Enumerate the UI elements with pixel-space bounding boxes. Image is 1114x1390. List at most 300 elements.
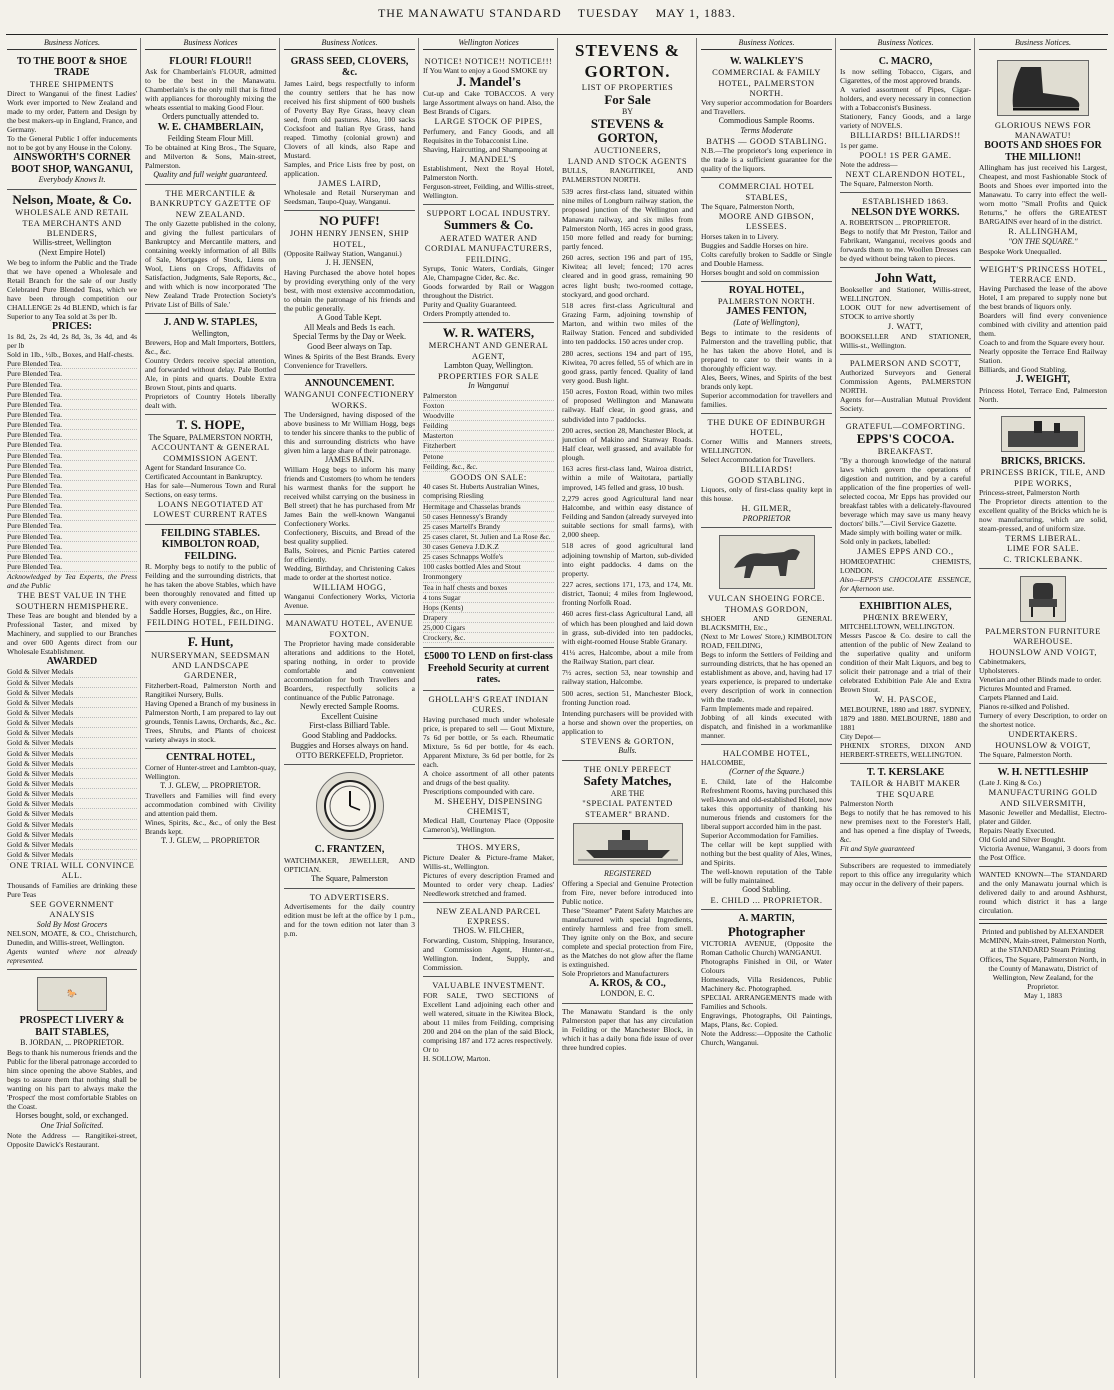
props-list [423,391,554,472]
ad-title: J. Mandel's [456,74,521,90]
ad-body: Having Opened a Branch of my business in Palmerston North, I am prepared to lay out grounds, Tennis Lawns, Orchards, &c., &c. Trees, Shrubs, and Plants of choicest variety always in stock. [145,698,276,744]
property-item: 200 acres, section 28, Manchester Block, at junction of Makino and Stanway Roads. Half clear, well grassed, and available for plough. [562,425,693,463]
ad-offering: Offering a Special and Genuine Protection from Fire, never before introduced into Public notice. [562,878,693,906]
ad-liquors: Liquors, only of first-class quality kept in this house. [701,485,832,504]
tea-list-item: Pure Blended Tea. [7,471,137,481]
ad-wines: Wines & Spirits of the Best Brands. Every Convenience for Travellers. [284,351,415,370]
armchair-icon [1023,579,1063,619]
tea-list-item: Pure Blended Tea. [7,532,137,542]
ad-title: TO THE BOOT & SHOE TRADE [16,55,128,79]
goods-item: Tea in half chests and boxes [423,583,554,593]
ad-implements: Farm Implements made and repaired. [701,704,814,713]
ad-breakfast: BREAKFAST. [877,445,934,456]
ad-flour [145,53,276,185]
tea-list-item: Pure Blended Tea. [7,451,137,461]
ad-homesteads: Homesteads, Villa Residences, Public Machinery &c. Photographed. [701,975,832,994]
tea-list-item: Pure Blended Tea. [7,542,137,552]
ad-firm-2: STEVENS & GORTON, [580,735,675,746]
ad-subtitle: COMMERCIAL & FAMILY HOTEL, PALMERSTON NORTH. [712,67,821,98]
ad-title: VULCAN SHOEING FORCE. [708,593,825,604]
property-item: 227 acres, sections 171, 173, and 174, Mt. district, Taonui; 4 miles from Inglewood, fronting Norfolk Road. [562,579,693,608]
ad-firm-sub: AUCTIONEERS, [593,145,662,156]
medal-list-item: Gold & Silver Medals [7,759,137,769]
ad-body: Ask for Chamberlain's FLOUR, admitted to be the best in the Manawatu. Chamberlain's is the only mill that is fitted with appliances for thoroughly mixing the wheats essential to making Good Flour. [145,67,276,113]
goods-item: 25 cases Schnapps Wolfe's [423,552,554,562]
brick-kiln-icon [1001,416,1085,452]
ad-safety-matches [562,761,693,1004]
tea-list-item: Pure Blended Tea. [7,359,137,369]
ad-square: "ON THE SQUARE." [1008,236,1078,246]
ad-body: Travellers and Families will find every accommodation combined with Civility and attention paid them. [145,791,276,819]
ad-title: VALUABLE INVESTMENT. [432,980,545,991]
ad-address: Medical Hall, Courtenay Place (Opposite Cameron's), Wellington. [423,816,554,835]
ad-perfumery: Perfumery, and Fancy Goods, and all Requisites in the Tobacconist Line. [423,126,554,145]
goods-item: Ironmongery [423,572,554,582]
ad-body: The only Gazette published in the colony, and giving the fullest particulars of Bankruptcy and Mercantile matters, and containing weekly information of all Bills of Sale, Mortgages of Stock, Liens on Wool, Liens on Crops, Affidavits of Satisfaction, Judgments, Sale Reports, &c., and with which is now incorporated 'The New Zealand Trade Protection Society's Private List of Bills of Sale.' [145,219,276,310]
ad-address: The Square, Palmerston North, [701,201,795,211]
medal-list-item: Gold & Silver Medals [7,789,137,799]
ad-name: W. H. PASCOE, [874,694,937,705]
ad-address-2: Ferguson-street, Feilding, and Willis-street, Wellington. [423,182,554,201]
ad-body: James Laird, begs respectfully to inform the country settlers that he has now received his first shipment of 600 bushels of Poverty Bay Rye Grass, heavy clean seed, from old pastures. Also, 100 sacks Cocksfoot and Italian Rye Grass, hand reaped. Timothy (colonial grown) and Clovers of all kinds, also Rape and Mustard. [284,78,415,160]
ad-body: E. Child, late of the Halcombe Refreshment Rooms, having purchased this well-known and old-established Hotel, now takes this opportunity of thanking his numerous friends and customers for the liberal support accorded him in the past. [701,777,833,832]
prices-2: Sold in 1lb., ½lb., Boxes, and Half-chests. [7,350,134,360]
nm-footer: NELSON, MOATE, & CO., Christchurch, Dunedin, and Willis-street, Wellington. [7,929,137,948]
ad-trial: One Trial Solicited. [40,1120,104,1130]
ad-address: (Next to Mr Lowes' Store,) KIMBOLTON ROAD, FEILDING, [701,632,832,650]
ad-samples: Samples, and Price Lists free by post, on application. [284,159,415,178]
analysis: SEE GOVERNMENT ANALYSIS [30,898,114,920]
ad-or-to: Or to [423,1044,439,1054]
ad-address: Willis-street, Wellington [32,238,112,248]
ad-proprietor: T. J. GLEW, ... PROPRIETOR. [160,781,261,791]
ad-notice: NOTICE! NOTICE!! NOTICE!!! [424,55,553,66]
ad-buggies: Buggies and Horses always on hand. [290,740,409,750]
tea-list-item: Pure Blended Tea. [7,511,137,521]
ad-subtitle: Bookseller and Stationer, Willis-street, WELLINGTON. [840,285,971,304]
ad-only: THE ONLY PERFECT [583,763,672,774]
property-item: 539 acres first-class land, situated within nine miles of Longburn railway station, the proposed junction of the Wellington and Manawatu railway, and six miles from Palmerston North, 165 acres in good grass, 150 more felled and ready for burning; partly fenced. [562,187,693,252]
ad-body: Allingham has just received his Largest, Cheapest, and most Fashionable Stock of Boots and Shoes ever imported into the Manawatu. To carry into effect the well-worn motto "Small Profits and Quick Returns," he offers the GREATEST BARGAINS ever heard of in the district. [979,163,1107,227]
property-item: 7½ acres, section 53, near township and railway station, Halcombe. [562,668,693,687]
ad-body: Direct to Wanganui of the finest Ladies' Work ever imported to New Zealand and made to my order, Pattern and Design by the best makers-up in England, France, and Germany. [7,89,137,135]
ad-address: Corner of Hunter-street and Lambton-quay, Wellington. [145,763,276,782]
medal-list-item: Gold & Silver Medals [7,809,137,819]
column-header: Business Notices. [284,38,415,50]
ad-well: The well-known reputation of the Table will be fully maintained. [701,867,832,886]
ad-title: ANNOUNCEMENT. [304,377,395,389]
awarded: AWARDED [46,655,98,667]
ad-proprietor: E. CHILD ... PROPRIETOR. [710,894,823,905]
medal-list-item: Gold & Silver Medals [7,749,137,759]
ad-boot-trade [7,53,137,190]
ad-firm: STEVENS & GORTON, [590,115,665,146]
ad-body: The Manawatu Standard is the only Palmerston paper that has any circulation in Feilding or the Manchester Block, in which it has a daily bona fide issue of over three hundred copies. [562,1007,693,1053]
ad-subtitle: WANGANUI CONFECTIONERY WORKS. [284,389,415,410]
ad-select: Select Accommodation for Travellers. [701,455,816,465]
property-item: 460 acres first-class Agricultural Land, all of which has been ploughed and laid down in grass, sub-divided into ten paddocks, with eight-roomed House Stable Granary. [562,609,693,646]
kiln-icon [1004,419,1082,449]
ad-name: J. WATT, [887,321,924,332]
tea-list-item: Pure Blended Tea. [7,420,137,430]
ad-are: ARE THE [610,788,645,798]
ad-nb: N.B.—The proprietor's long experience in the trade is a sufficient guarantee for the quality of the liquors. [701,146,832,174]
ad-stabling: Good Stabling. [742,885,791,895]
ad-mill: Feilding Steam Flour Mill. [167,133,254,143]
ad-body: Very superior accommodation for Boarders and Travellers. [701,98,832,117]
ad-title: NO PUFF! [319,213,380,229]
tea-list-item: Pure Blended Tea. [7,491,137,501]
ad-photos: Photographs Finished in Oil, or Water Colours [701,957,832,976]
ad-body: The Proprietor directs attention to the excellent quality of the Bricks which he is now manufacturing, which are solid, steam-pressed, and of uniform size. [979,497,1107,534]
ad-commission: Horses bought and sold on commission [701,267,820,277]
medal-list-item: Gold & Silver Medals [7,698,137,708]
ad-nelson-dye [840,193,971,268]
ad-title: NELSON DYE WORKS. [851,206,960,218]
ad-waters [423,323,554,649]
ad-loans: LOANS NEGOTIATED AT LOWEST CURRENT RATES [153,499,268,520]
ad-ship-hotel [284,211,415,375]
ad-title: John Watt, [874,270,937,286]
ack: Acknowledged by Tea Experts, the Press and the Public [7,572,137,591]
best-body: These Teas are bought and blended by a Professional Taster, and mixed by Machinery, and supplied to our Branches and over 600 Agents direct from our Wholesale Establishment. [7,610,137,656]
ad-engravings: Engravings, Photographs, Oil Paintings, Maps, Plans, &c. Copied. [701,1011,832,1030]
steamer-icon [578,826,678,862]
ad-pictures: Pictures Mounted and Framed. [979,684,1072,694]
ad-parcel-express [423,903,554,977]
ad-billiards: BILLIARDS! [740,464,793,475]
tea-list-item: Pure Blended Tea. [7,400,137,410]
watch-face-icon [322,778,378,834]
ad-name: R. ALLINGHAM, [1008,226,1078,237]
ad-sample: Newly erected Sample Rooms. [299,701,400,711]
ad-pipes: LARGE STOCK OF PIPES, [434,116,543,127]
ad-lookout: LOOK OUT for new advertisement of STOCK to arrive shortly [840,303,971,322]
property-town-item: Foxton [423,401,554,411]
ad-staples [145,314,276,415]
masthead-rule [6,34,1108,35]
ad-square: THE SQUARE [876,788,935,799]
ad-address: HALCOMBE, [701,758,745,768]
ad-title: STEVENS & GORTON. [575,41,680,81]
ad-title: T. S. HOPE, [176,417,245,433]
ad-coach: Coach to and from the Square every hour. [979,338,1105,348]
ad-body: These "Steamer" Patent Safety Matches are manufactured with special Ingredients, entirely harmless and free from smell. They ignite only on the Box, and secure complete and special protection from Fire, as the Matches do not glow after the flame is extinguished. [562,905,693,969]
ad-next: NEXT CLARENDON HOTEL, [845,168,966,179]
goods-item: 4 tons Sugar [423,593,554,603]
ad-name: M. SHEEHY, DISPENSING CHEMIST, [434,795,543,817]
ad-vulcan [701,528,832,745]
ad-cuisine: Excellent Cuisine [321,711,378,721]
ad-title: Summers & Co. [443,217,534,233]
masthead-day: TUESDAY [577,6,640,20]
ad-address: The Square, Palmerston North. [979,749,1073,759]
ad-title: Nelson, Moate, & Co. [12,191,132,207]
ad-body-2: A varied assortment of Pipes, Cigar-holders, and every necessary in connection with a Tobacconist's Business. [840,85,971,113]
medal-list-item: Gold & Silver Medals [7,738,137,748]
ad-name: J. H. JENSEN, [325,258,374,268]
ad-martin-photographer [701,910,832,1051]
ad-brewery: PHŒNIX BREWERY, [862,612,949,623]
ad-horses: Horses bought, sold, or exchanged. [15,1111,129,1121]
property-item: 280 acres, sections 194 and part of 195, Kiwitea, 70 acres felled, 55 of which are in good grass, partly fenced. Quality of land very good. Bush light. [562,348,693,385]
ad-body: The Undersigned, having disposed of the above business to Mr William Hogg, begs to tender his sincere thanks to the public of this and surrounding districts who have given him a large share of their patronage. [284,410,415,456]
chair-icon [1020,576,1066,622]
ad-meals: All Meals and Beds 1s each. [303,322,396,332]
masthead-title: THE MANAWATU STANDARD [377,6,562,20]
masthead-date: MAY 1, 1883. [655,6,737,20]
column-1 [4,38,141,1378]
ad-body: We beg to inform the Public and the Trade that we have opened a Wholesale and Retail Branch for the sale of our Justly Celebrated Pure Blended Teas, which we have been through competition our CHALLENGE 2s 4d BLEND, which is far Superior to any Tea sold at 3s per lb. [7,257,137,321]
ad-title: EXHIBITION ALES, [859,600,952,612]
ad-proprietor: PROPRIETOR [742,513,791,523]
ad-depot-address: PHŒNIX STORES, DIXON AND HERBERT-STREETS, WELLINGTON. [840,740,971,759]
ad-shave: Shaving, Haircutting, and Shampooing at [423,144,548,154]
agents: Agents wanted where not already represented. [7,947,137,966]
ad-address: PALMERSTON NORTH. [717,296,816,307]
ad-venetian: Venetian and other Blinds made to order. [979,675,1102,685]
ad-old: Old Gold and Silver Bought. [979,835,1066,845]
ad-orders: Orders Promptly attended to. [423,308,511,318]
ad-cakes: Wedding, Birthday, and Christening Cakes made to order at the shortest notice. [284,563,415,582]
column-2 [142,38,280,1378]
ad-proprietor: B. JORDAN, ... PROPRIETOR. [20,1038,124,1048]
ad-sample: Commodious Sample Rooms. [718,116,815,126]
property-item: 150 acres, Foxton Road, within two miles of proposed Wellington and Manawatu railway. Half clear, in good grass, and subdivided into 7 paddocks. [562,387,693,424]
ad-subtitle: JOHN HENRY JENSEN, SHIP HOTEL, [289,228,410,249]
ad-address: The Square, Palmerston [311,873,388,883]
ad-upholsterers: Upholsterers. [979,666,1020,676]
goods-item: 25 cases claret, St. Julien and La Rose &c. [423,532,554,542]
ad-address: MITCHELLTOWN, WELLINGTON. [840,622,955,632]
ad-terms: Special Terms by the Day or Week. [293,332,406,342]
property-town-item: Palmerston [423,391,554,401]
sold: Sold By Most Grocers [36,919,108,929]
ad-special: SPECIAL ARRANGEMENTS made with Families and Schools. [701,993,832,1012]
ad-title: FLOUR! FLOUR!! [169,55,252,67]
ad-terms: Terms Moderate [740,126,793,136]
ad-kimbolton-stables [145,525,276,633]
ad-body: Begs to inform the Settlers of Feilding and surrounding districts, that he has opened an establishment as above, and, having had 17 years experience, is prepared to undertake every description of work in connection with the trade. [701,650,832,704]
ad-late: (Late J. King & Co.) [979,778,1042,788]
ad-macro [840,53,971,194]
ad-nearly: Nearly opposite the Terrace End Railway Station. [979,347,1107,366]
ad-body: Is now selling Tobacco, Cigars, and Cigarettes, of the most approved brands. [840,67,971,86]
ad-note: Note the address— [840,159,898,169]
medal-list-item: Gold & Silver Medals [7,728,137,738]
ad-support: SUPPORT LOCAL INDUSTRY. [426,208,551,219]
ad-title: W. WALKLEY'S [729,55,804,67]
ad-cert: Certificated Accountant in Bankruptcy. [145,472,263,482]
ad-name: THOMAS GORDON, [724,603,809,614]
ad-title: EPPS'S COCOA. [856,430,955,446]
ad-manawatu-hotel [284,615,415,765]
ad-body: Subscribers are requested to immediately report to this office any irregularity which may occur in the delivery of their papers. [840,861,971,889]
ad-bain: JAMES BAIN. [325,455,374,465]
ad-buggies: Buggies and Saddle Horses on hire. [701,240,809,250]
ad-agents: Agents for—Australian Mutual Provident Society. [840,395,971,414]
one-trial: ONE TRIAL WILL CONVINCE ALL. [9,860,135,881]
ad-lessees: MOORE AND GIBSON, LESSEES. [718,210,815,232]
imprint-text: Printed and published by ALEXANDER McMINN, Main-street, Palmerston North, at the STANDARD Steam Printing Offices, The Square, Palmerston North, in the County of Manawatu, District of Wellington, New Zealand, for the Proprietor. [979,927,1107,991]
ad-name: J. MANDEL'S [460,153,517,164]
goods-item: Drapery [423,613,554,623]
ad-title: NEW ZEALAND PARCEL EXPRESS. [436,905,541,927]
ad-body-2: William Hogg begs to inform his many friends and Customers (to whom he tenders his warmest thanks for the support he received whilst carrying on the business in Bell street) that he has purchased from Mr James Bain the well-known Wanganui Confectionery Works. [284,464,415,528]
ad-lend [423,648,554,691]
ad-title: BRICKS, BRICKS. [1000,455,1086,467]
column-header: Business Notices. [979,38,1107,50]
ad-baths: BATHS — GOOD STABLING. [706,135,827,146]
ad-address: Wholesale and Retail Nurseryman and Seedsman, Taupo-Quay, Wanganui. [284,188,415,207]
ad-title: THE DUKE OF EDINBURGH HOTEL, [707,416,826,438]
ad-subtitle: AERATED WATER AND CORDIAL MANUFACTURERS, FEILDING. [424,232,553,264]
ad-title: PALMERSON AND SCOTT, [849,357,962,368]
ad-saddle: Saddle Horses, Buggies, &c., on Hire. [149,607,272,617]
medal-list-item: Gold & Silver Medals [7,850,137,860]
ad-superior: Superior Accommodation for Families. [701,831,819,841]
ad-name: J. WEIGHT, [1015,374,1071,386]
column-8 [976,38,1110,1378]
prices-label: PRICES: [51,320,92,332]
ad-body: Syrups, Tonic Waters, Cordials, Ginger Ale, Champagne Cider, &c. &c. [423,263,554,282]
ad-address: Establishment, Next the Royal Hotel, Palmerston North. [423,164,554,183]
ad-exhibition-ales [840,598,971,764]
ad-awards: MELBOURNE, 1880 and 1887. SYDNEY, 1879 and 1880. MELBOURNE, 1880 and 1881 [840,704,971,732]
ad-stabling: Good Stabling and Paddocks. [302,731,397,741]
medal-list [7,667,137,860]
ad-bespoke: Bespoke Work Unequalled. [979,246,1062,256]
ad-stabling: GOOD STABLING. [727,474,806,485]
ad-rail: Goods forwarded by Rail or Waggon throughout the District. [423,281,554,300]
ad-corner: (Corner of the Square.) [729,767,804,777]
ad-address: The Square, Palmerston North. [840,179,934,189]
ad-name: H. GILMER, [741,503,792,514]
ad-firm-sub-2: LAND AND STOCK AGENTS [567,155,688,166]
ad-made: Made simply with boiling water or milk. [840,528,962,538]
ad-depot: City Depot— [840,731,881,741]
property-list [562,187,693,707]
property-town-item: Petone [423,452,554,462]
ad-title: THOS. MYERS, [456,842,521,853]
ad-confectionery [284,375,415,615]
ad-turnery: Turnery of every Description, to order on the shortest notice. [979,711,1107,730]
ad-grateful: GRATEFUL—COMFORTING. [845,421,966,432]
ad-late: (Late of Wellington), [733,317,800,327]
tea-list-item: Pure Blended Tea. [7,461,137,471]
ad-carpets: Carpets Planned and Laid. [979,693,1059,703]
ad-props-in: In Wanganui [468,380,509,390]
ad-body: Having purchased much under wholesale price, is prepared to sell — Gout Mixture, 7s 6d per bottle, or 5s each. Rheumatic Mixture, 5s 6d per bottle, for 4s each. Apparent Mixture, 3s 6d per bottle, for 2s each. [423,714,554,769]
ad-subtitle: MERCHANT AND GENERAL AGENT, [428,340,549,361]
ad-livery: Horses taken in to Livery. [701,231,779,241]
ad-beer: Good Beer always on Tap. [307,342,392,352]
ad-princess-hotel [979,261,1107,409]
property-item: 260 acres, section 196 and part of 195, Kiwitea; all level; fenced; 170 acres cleared and in good grass, remaining 90 acres light bush; two-roomed cottage, stockyard, and good orchard. [562,253,693,299]
ad-subtitle: MANUFACTURING GOLD AND SILVERSMITH, [988,787,1098,808]
tea-list-item: Pure Blended Tea. [7,562,137,572]
imprint-date: May 1, 1883 [1023,991,1063,1001]
ad-ghollah [423,691,554,839]
ad-title: TAILOR & HABIT MAKER [850,778,961,789]
ad-title: FEILDING STABLES. KIMBOLTON ROAD, FEILDING. [161,527,260,562]
goods-item: Crockery, &c. [423,633,554,643]
ad-title: Safety Matches, [583,773,672,789]
column-header: Business Notices [145,38,276,50]
ad-smoke: If You Want to enjoy a Good SMOKE try [423,66,548,76]
boot-illustration-icon [1001,63,1085,113]
medal-list-item: Gold & Silver Medals [7,799,137,809]
ad-body: Begs to notify that Mr Preston, Tailor and Fabrikant, Wanganui, receives goods and forwards them to me. Woollen Dresses can be dyed without being taken to pieces. [840,227,971,264]
medal-list-item: Gold & Silver Medals [7,769,137,779]
ad-nettleship [979,764,1107,867]
ad-superior: Superior accommodation for travellers and families. [701,390,832,409]
ad-wanted [979,867,1107,920]
medal-list-item: Gold & Silver Medals [7,830,137,840]
ad-name: W. E. CHAMBERLAIN, [157,122,264,133]
ad-hunt [145,632,276,748]
ad-glorious: GLORIOUS NEWS FOR MANAWATU! [994,119,1092,141]
ad-body: WANTED KNOWN—The STANDARD and the only Manawatu journal which is delivered daily to and around Ashhurst, round which district it has a large circulation. [979,870,1107,916]
ad-cabinet: Cabinetmakers, [979,657,1026,667]
ad-maker: JAMES EPPS AND CO., [857,546,954,557]
column-header: Wellington Notices [423,38,554,50]
ad-name-2: HOUNSLOW & VOIGT, [995,739,1091,750]
ad-fit: Fit and Style guaranteed [840,844,915,854]
best-value: THE BEST VALUE IN THE SOUTHERN HEMISPHERE. [15,590,129,611]
ad-royal-hotel [701,282,832,414]
ad-hope [145,415,276,524]
ad-subtitle: Picture Dealer & Picture-frame Maker, Willis-st., Wellington. [423,852,554,871]
ad-summers [423,205,554,323]
ad-name: C. TRICKLEBANK. [1003,553,1083,564]
ad-body: Having Purchased the lease of the above Hotel, I am prepared to supply none but the best brands of liquors only. [979,284,1107,312]
medal-list-item: Gold & Silver Medals [7,820,137,830]
ad-subtitle: THREE SHIPMENTS [29,78,115,89]
horse-icon [719,535,815,589]
column-4 [420,38,558,1378]
ad-title: HALCOMBE HOTEL, [722,748,811,758]
ad-title: PALMERSTON FURNITURE WAREHOUSE. [985,626,1101,647]
column-5 [559,38,697,1378]
goods-item: 25,000 Cigars [423,623,554,633]
ad-quality: Quality and full weight guaranteed. [153,170,268,180]
tea-list-item: Pure Blended Tea. [7,481,137,491]
ad-proprietor: OTTO BERKEFELD, Proprietor. [295,750,404,760]
tea-list-item: Pure Blended Tea. [7,430,137,440]
ad-stationery: Stationery, Fancy Goods, and a large variety of NOVELS. [840,112,971,131]
ad-subtitle: ACCOUNTANT & GENERAL COMMISSION AGENT. [151,442,270,463]
ad-subtitle: SHOER AND GENERAL BLACKSMITH, Etc., [701,614,832,632]
ad-billiards-price: 1s per game. [840,140,879,150]
ad-allingham [979,53,1107,261]
ad-pianos: Pianos re-silked and Polished. [979,702,1070,712]
ad-king: To be obtained at King Bros., The Square, and Milverton & Sons, Main-street, Palmerston. [145,143,276,171]
ad-name: JAMES FENTON, [726,306,807,318]
goods-item: 50 cases Hennessy's Brandy [423,512,554,522]
column-7 [837,38,975,1378]
ad-name: JAMES LAIRD, [317,177,382,188]
ad-ales: Ales, Beers, Wines, and Spirits of the best brands only kept. [701,372,832,391]
tea-list-item: Pure Blended Tea. [7,410,137,420]
ad-tagline: Everybody Knows It. [38,175,106,185]
ad-rx: Prescriptions compounded with care. [423,786,535,796]
ad-purity: Purity and Quality Guaranteed. [423,299,517,309]
ad-town: Palmerston North [840,799,894,809]
property-item: 518 acres of good agricultural land adjoining township of Marton, sub-divided into eight paddocks. 4 dams on the property. [562,541,693,578]
column-6 [698,38,836,1378]
ad-contact: H. SOLLOW, Marton. [423,1053,491,1063]
